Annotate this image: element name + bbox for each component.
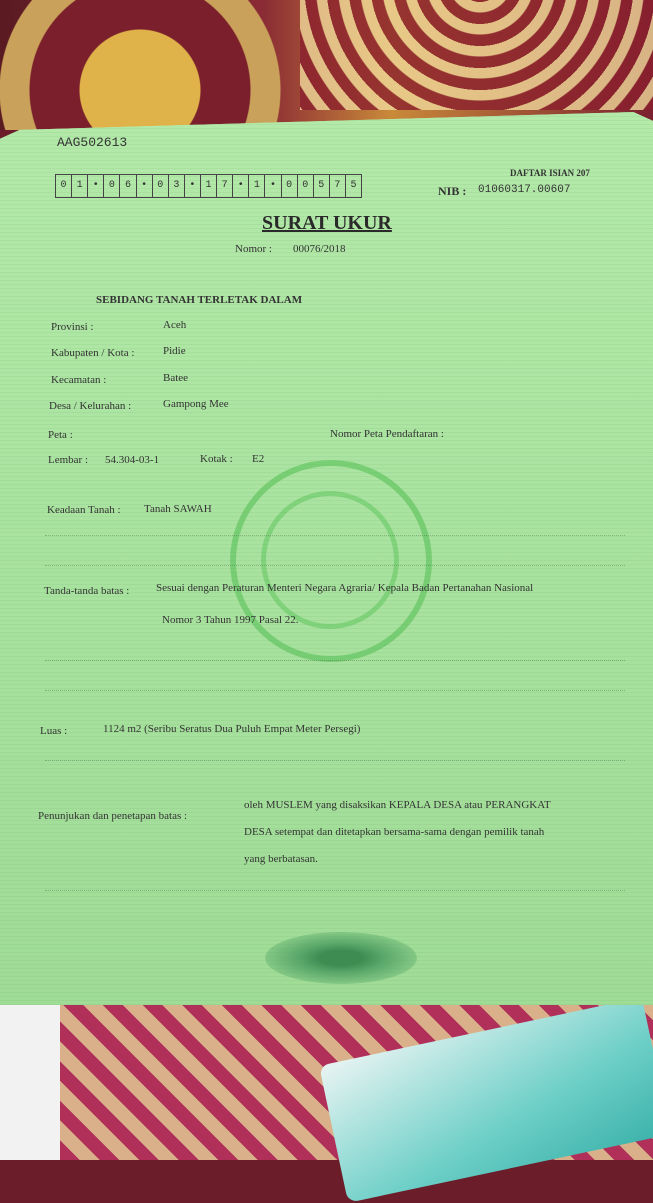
digit-box: 1 xyxy=(201,175,217,197)
kecamatan-label: Kecamatan : xyxy=(51,374,107,386)
digit-box: 0 xyxy=(298,175,314,197)
digit-box: • xyxy=(88,175,104,197)
kecamatan-value: Batee xyxy=(163,372,189,384)
digit-box: 5 xyxy=(350,180,357,191)
seal-globe xyxy=(261,491,399,629)
tanda-value-line2: Nomor 3 Tahun 1997 Pasal 22. xyxy=(162,614,299,626)
lembar-label: Lembar : xyxy=(48,454,89,466)
luas-label: Luas : xyxy=(40,725,68,737)
penunjukan-label: Penunjukan dan penetapan batas : xyxy=(38,810,188,822)
penunjukan-value-line3: yang berbatasan. xyxy=(244,853,318,865)
nib-label: NIB : xyxy=(438,184,467,198)
digit-box: 7 xyxy=(330,175,346,197)
digit-box: • xyxy=(137,175,153,197)
digit-box: 3 xyxy=(169,175,185,197)
blank-line xyxy=(45,890,625,891)
blank-line xyxy=(45,565,625,566)
nomor-label: Nomor : xyxy=(235,243,272,255)
luas-value: 1124 m2 (Seribu Seratus Dua Puluh Empat Meter Persegi) xyxy=(103,723,361,735)
ministry-seal-stamp xyxy=(230,460,432,662)
kabupaten-value: Pidie xyxy=(163,345,186,357)
digit-box: 1 xyxy=(249,175,265,197)
blank-line xyxy=(45,760,625,761)
background-tablecloth xyxy=(0,0,653,130)
desa-value: Gampong Mee xyxy=(163,398,229,410)
nib-value: 01060317.00607 xyxy=(478,184,571,196)
digit-box: 1 xyxy=(72,175,88,197)
digit-box: • xyxy=(265,175,281,197)
guilloche-emblem xyxy=(265,932,417,984)
blank-line xyxy=(45,690,625,691)
peta-label: Peta : xyxy=(48,429,73,441)
digit-box: 0 xyxy=(153,175,169,197)
kotak-value: E2 xyxy=(252,453,265,465)
parcel-digit-boxes xyxy=(55,174,362,198)
penunjukan-value-line2: DESA setempat dan ditetapkan bersama-sama dengan pemilik tanah xyxy=(244,826,545,838)
digit-box: • xyxy=(233,175,249,197)
tanda-value-line1: Sesuai dengan Peraturan Menteri Negara Agraria/ Kepala Badan Pertanahan Nasional xyxy=(156,582,534,594)
digit-box: 6 xyxy=(120,175,136,197)
kotak-label: Kotak : xyxy=(200,453,233,465)
keadaan-label: Keadaan Tanah : xyxy=(47,504,121,516)
document-title: SURAT UKUR xyxy=(262,212,392,234)
blank-line xyxy=(45,535,625,536)
desa-label: Desa / Kelurahan : xyxy=(49,400,132,412)
nomor-value: 00076/2018 xyxy=(293,243,346,255)
digit-box: 5 xyxy=(314,175,330,197)
section-heading: SEBIDANG TANAH TERLETAK DALAM xyxy=(96,294,303,306)
provinsi-label: Provinsi : xyxy=(51,321,94,333)
kabupaten-label: Kabupaten / Kota : xyxy=(51,347,135,359)
digit-box: 0 xyxy=(282,175,298,197)
provinsi-value: Aceh xyxy=(163,319,187,331)
tablecloth-pattern xyxy=(300,0,653,110)
digit-box: 0 xyxy=(56,175,72,197)
digit-box: • xyxy=(185,175,201,197)
serial-number: AAG502613 xyxy=(57,135,128,150)
blank-line xyxy=(45,660,625,661)
penunjukan-value-line1: oleh MUSLEM yang disaksikan KEPALA DESA atau PERANGKAT xyxy=(244,799,551,811)
nomor-peta-label: Nomor Peta Pendaftaran : xyxy=(330,428,444,440)
digit-box: 7 xyxy=(217,175,233,197)
keadaan-value: Tanah SAWAH xyxy=(144,503,212,515)
lembar-value: 54.304-03-1 xyxy=(105,454,160,466)
digit-box: 0 xyxy=(104,175,120,197)
tanda-label: Tanda-tanda batas : xyxy=(44,585,130,597)
form-code: DAFTAR ISIAN 207 xyxy=(510,168,590,178)
